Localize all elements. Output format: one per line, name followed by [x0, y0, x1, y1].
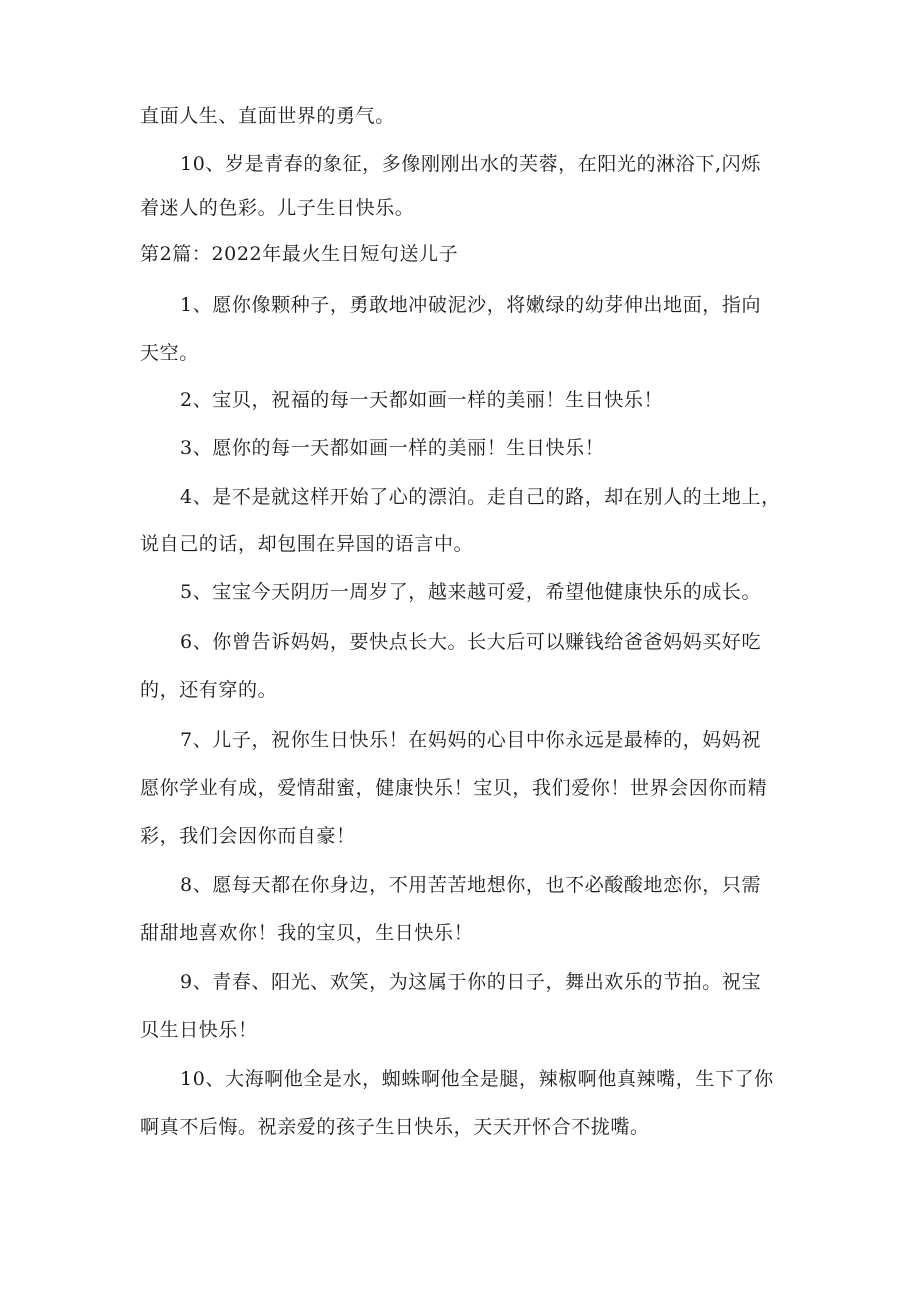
- text-line: 贝生日快乐！: [140, 1019, 258, 1041]
- text-line: 10、岁是青春的象征，多像刚刚出水的芙蓉，在阳光的淋浴下,闪烁: [180, 153, 761, 175]
- text-line: 甜甜地喜欢你！我的宝贝，生日快乐！: [140, 922, 474, 944]
- text-line: 说自己的话，却包围在异国的语言中。: [140, 533, 474, 555]
- text-line: 10、大海啊他全是水，蜘蛛啊他全是腿，辣椒啊他真辣嘴，生下了你: [180, 1068, 774, 1090]
- text-line: 9、青春、阳光、欢笑，为这属于你的日子，舞出欢乐的节拍。祝宝: [180, 971, 762, 993]
- text-line: 3、愿你的每一天都如画一样的美丽！生日快乐！: [180, 437, 605, 459]
- text-line: 的，还有穿的。: [140, 679, 278, 701]
- text-line: 直面人生、直面世界的勇气。: [140, 105, 395, 127]
- text-line: 5、宝宝今天阴历一周岁了，越来越可爱，希望他健康快乐的成长。: [180, 581, 762, 603]
- text-line: 着迷人的色彩。儿子生日快乐。: [140, 197, 415, 219]
- text-line: 4、是不是就这样开始了心的漂泊。走自己的路，却在别人的土地上，: [180, 486, 781, 508]
- text-line: 彩，我们会因你而自豪！: [140, 825, 356, 847]
- text-line: 6、你曾告诉妈妈，要快点长大。长大后可以赚钱给爸爸妈妈买好吃: [180, 631, 762, 653]
- text-line: 愿你学业有成，爱情甜蜜，健康快乐！宝贝，我们爱你！世界会因你而精: [140, 777, 768, 799]
- text-line: 天空。: [140, 342, 199, 364]
- text-line: 7、儿子，祝你生日快乐！在妈妈的心目中你永远是最棒的，妈妈祝: [180, 729, 762, 751]
- text-line: 2、宝贝，祝福的每一天都如画一样的美丽！生日快乐！: [180, 389, 664, 411]
- text-line: 8、愿每天都在你身边，不用苦苦地想你，也不必酸酸地恋你，只需: [180, 874, 762, 896]
- section-heading: 第2篇：2022年最火生日短句送儿子: [140, 243, 459, 265]
- text-line: 啊真不后悔。祝亲爱的孩子生日快乐，天天开怀合不拢嘴。: [140, 1116, 650, 1138]
- text-line: 1、愿你像颗种子，勇敢地冲破泥沙，将嫩绿的幼芽伸出地面，指向: [180, 294, 762, 316]
